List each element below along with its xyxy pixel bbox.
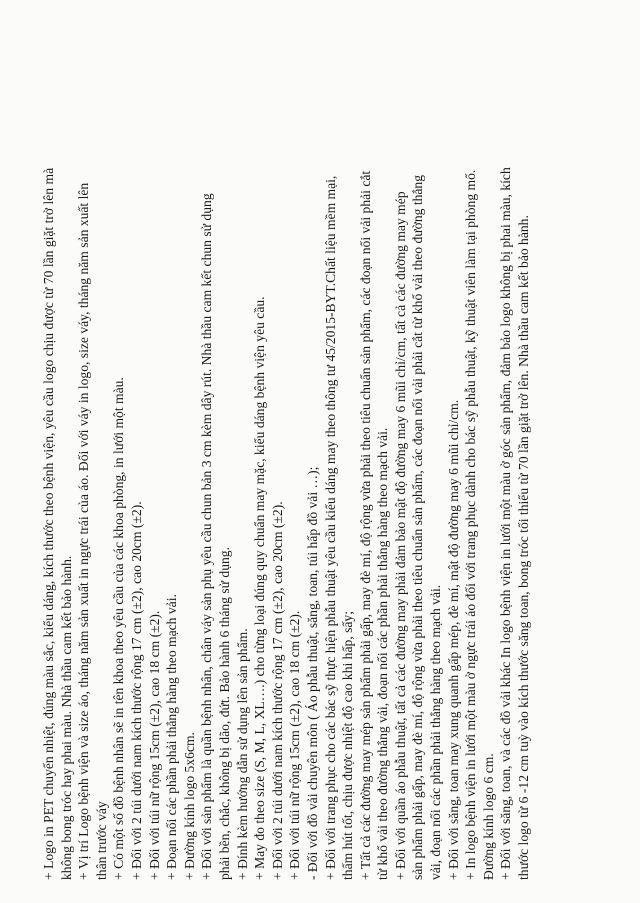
text-line: + Đính kèm hướng dẫn sử dụng lên sản phẩm.: [234, 628, 250, 880]
text-line: + Đối với túi nữ rộng 15cm (±2), cao 18 cm (±2).: [146, 610, 162, 880]
text-line: thước logo từ 6 -12 cm tuỳ vào kích thước săng toan, bong tróc tối thiểu từ 70 lần giặt trở lên. Nhà thầu cam kết bảo hành.: [516, 215, 532, 880]
text-line: Đường kính logo 6 cm.: [480, 753, 496, 880]
text-line: + Logo in PET chuyển nhiệt, đúng màu sắc, kiểu dáng, kích thước theo bệnh viện, yêu cầu logo chịu được từ 70 lần giặt trở lên mà: [41, 167, 56, 880]
text-line: + Đối với quần áo phẫu thuật, tất cả các đường may phải đảm bảo mật độ đường may 6 mũi chỉ/cm, tất cả các đường may mép: [392, 191, 408, 880]
text-line: + Vị trí Logo bệnh viện và size áo, tháng năm sản xuất in ngực trái của áo. Đối với váy in logo, size váy, tháng năm sản xuất lên: [76, 182, 92, 880]
text-line: + Tất cả các đường may mép sản phẩm phải gấp, may đè mí, độ rộng vừa phải theo tiêu chuẩn sản phẩm, các đoạn nối vải phải cắt: [357, 170, 373, 880]
text-line: thấm hút tốt, chịu được nhiệt độ cao khi hấp, sấy;: [340, 610, 356, 880]
text-line: + May đo theo size (S, M, L, XL….) cho từng loại đúng quy chuẩn may mặc, kiểu dáng bệnh viện yêu cầu.: [252, 296, 268, 880]
document-body: [40, 40, 600, 880]
text-line: phải bền, chắc, không bị dão, đứt. Bảo hành 6 tháng sử dụng.: [216, 547, 232, 880]
text-line: thân trước váy: [93, 801, 109, 880]
text-line: sản phẩm phải gấp, may đè mí, độ rộng vừa phải theo tiêu chuẩn sản phẩm, các đoạn nối vải phải cắt từ khổ vải theo đường thẳng: [410, 174, 426, 880]
text-line: + Đối với sản phẩm là quần bệnh nhân, chân váy sản phụ yêu cầu chun bản 3 cm kèm dây rút. Nhà thầu cam kết chun sử dụng: [199, 193, 215, 880]
text-line: + Đoạn nối các phần phải thẳng hàng theo mạch vải.: [164, 594, 180, 880]
text-line: + Đối với 2 túi dưới nam kích thước rộng 17 cm (±2), cao 20cm (±2).: [128, 501, 144, 880]
text-line: + Đối với 2 túi dưới nam kích thước rộng 17 cm (±2), cao 20cm (±2).: [269, 501, 285, 880]
text-line: từ khổ vải theo đường thẳng vải, đoạn nối các phần phải thẳng hàng theo mạch vải.: [375, 427, 391, 880]
text-line: + Đối với túi nữ rộng 15cm (±2), cao 18 cm (±2).: [287, 610, 303, 880]
text-line: + Đối với săng, toan may xung quanh gấp mép, đè mí, mật độ đường may 6 mũi chỉ/cm.: [445, 399, 461, 880]
text-line: + Đối với săng, toan, và các đồ vải khác In logo bệnh viện in lưới một màu ở góc sản phẩm, đảm bảo logo không bị phai màu, kích: [498, 167, 514, 880]
text-line: + Đường kính logo 5x6cm.: [181, 732, 197, 880]
text-line: + Đối với trang phục cho các bác sỹ thực hiện phẫu thuật yêu cầu kiểu dáng may theo thông tư 45/2015-BYT.Chất liệu mềm mại,: [322, 175, 338, 880]
text-line: - Đối với đồ vải chuyên môn ( Áo phẫu thuật, săng, toan, túi hấp đồ vải …);: [304, 466, 320, 880]
text-line: + In logo bệnh viện in lưới một màu ở ngực trái áo đối với trang phục dành cho bác sỹ phẫu thuật, kỹ thuật viên làm tại phòng mổ.: [463, 169, 479, 880]
text-line: + Có một số đồ bệnh nhân sẽ in tên khoa theo yêu cầu của các khoa phòng, in lưới một màu.: [111, 377, 127, 880]
text-line: không bong tróc hay phai màu. Nhà thầu cam kết bảo hành.: [58, 555, 74, 880]
text-line: vải, đoạn nối các phần phải thẳng hàng theo mạch vải.: [428, 584, 444, 880]
